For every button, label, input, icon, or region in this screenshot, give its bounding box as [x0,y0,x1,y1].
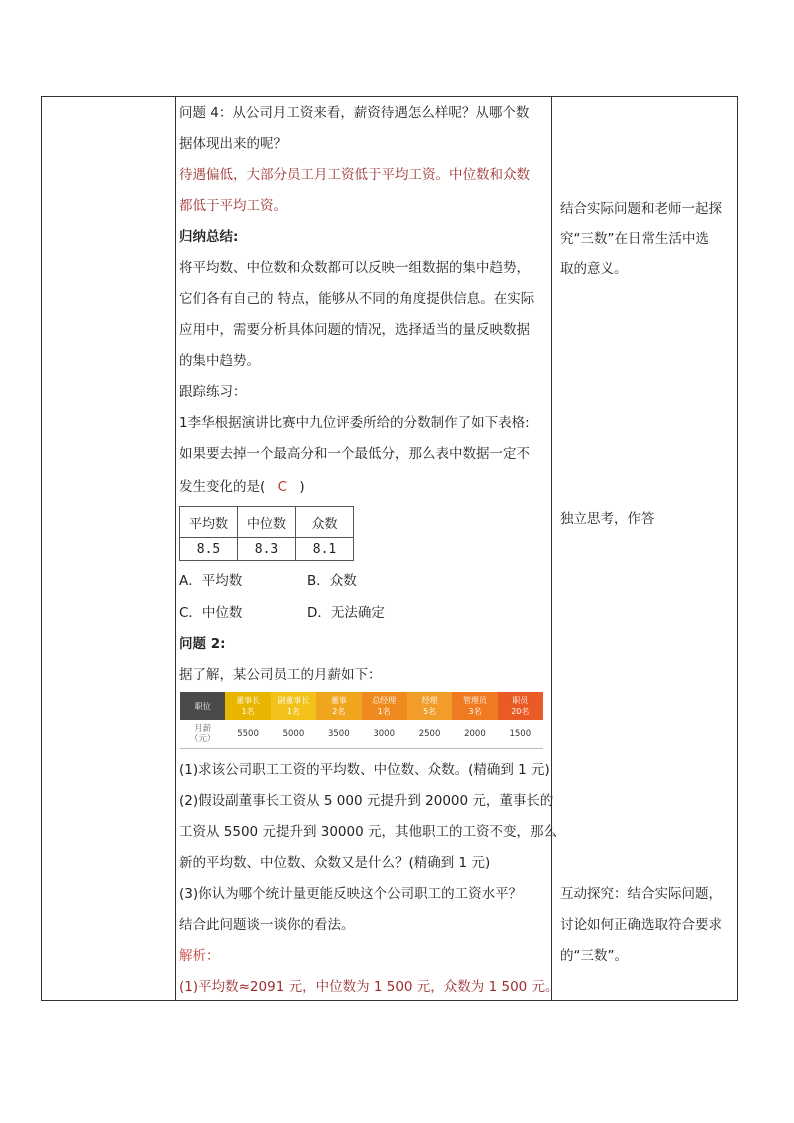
salary-value: 5500 [225,720,270,749]
question-4-line: 据体现出来的呢？ [179,136,287,152]
salary-value: 3500 [316,720,361,749]
salary-value: 1500 [498,720,543,749]
salary-role: 董事 [330,696,347,705]
salary-header-cell [225,692,270,720]
score-value: 8.5 [180,538,238,561]
question-2-intro: 据了解，某公司员工的月薪如下： [179,667,382,683]
salary-value: 2000 [452,720,497,749]
salary-role: 总经理 [372,696,397,705]
salary-header-cell [407,692,452,720]
summary-line: 的集中趋势。 [179,353,260,369]
salary-role: 职位 [194,701,211,711]
salary-count: 5名 [423,707,437,716]
exercise-line: 1李华根据演讲比赛中九位评委所给的分数制作了如下表格: [179,415,530,431]
summary-line: 它们各有自己的 特点，能够从不同的角度提供信息。在实际 [179,291,535,307]
activity-note: 互动探究：结合实际问题， [560,886,722,902]
lesson-table [41,96,738,1001]
exercise-text: 发生变化的是( [179,479,266,495]
salary-role: 管理员 [462,696,487,705]
part-2-line: 工资从 5500 元提升到 30000 元，其他职工的工资不变，那么 [179,824,557,840]
score-value: 8.3 [238,538,296,561]
activity-note: 独立思考，作答 [560,511,655,527]
salary-count: 1名 [286,707,300,716]
part-3-line: 结合此问题谈一谈你的看法。 [179,917,355,933]
option-a: A．平均数 [179,573,243,589]
exercise-line [179,477,305,497]
part-3-line: (3)你认为哪个统计量更能反映这个公司职工的工资水平？ [179,886,523,902]
salary-value: 3000 [362,720,407,749]
summary-line: 将平均数、中位数和众数都可以反映一组数据的集中趋势， [179,260,530,276]
salary-row-label-text: 月薪 [194,724,212,734]
exercise-answer: C [277,479,288,495]
salary-count: 20名 [511,707,530,716]
salary-count: 2名 [332,707,346,716]
analysis-line: (1)平均数≈2091 元，中位数为 1 500 元，众数为 1 500 元。 [179,979,559,995]
salary-row-label-unit: （元） [189,734,216,744]
question-2-title: 问题 2: [179,636,226,652]
score-header: 中位数 [238,507,296,538]
salary-role: 经理 [421,696,438,705]
salary-header-cell [452,692,497,720]
salary-row-label [180,720,225,749]
analysis-title: 解析： [179,948,220,964]
salary-header-cell [180,692,225,720]
salary-role: 副董事长 [277,696,310,705]
summary-title: 归纳总结: [179,229,239,245]
salary-header-cell [498,692,543,720]
answer-line: 都低于平均工资。 [179,198,287,214]
column-divider [175,97,176,1000]
summary-line: 应用中，需要分析具体问题的情况，选择适当的量反映数据 [179,322,530,338]
exercise-line: 如果要去掉一个最高分和一个最低分，那么表中数据一定不 [179,446,530,462]
practice-title: 跟踪练习： [179,384,247,400]
salary-header-cell [316,692,361,720]
salary-role: 职员 [512,696,529,705]
exercise-text: ) [299,479,305,495]
activity-note: 取的意义。 [560,261,628,277]
salary-value: 5000 [271,720,316,749]
activity-note: 结合实际问题和老师一起探 [560,201,722,217]
activity-note: 讨论如何正确选取符合要求 [560,917,722,933]
salary-table [180,692,543,749]
salary-value: 2500 [407,720,452,749]
activity-note: 究“三数”在日常生活中选 [560,231,709,247]
column-divider [551,97,552,1000]
salary-count: 1名 [241,707,255,716]
question-4-line: 问题 4：从公司月工资来看，薪资待遇怎么样呢？从哪个数 [179,105,530,121]
option-b: B．众数 [307,573,357,589]
option-c: C．中位数 [179,605,243,621]
part-2-line: 新的平均数、中位数、众数又是什么？(精确到 1 元) [179,855,491,871]
salary-count: 3名 [468,707,482,716]
score-table [179,506,354,561]
salary-count: 1名 [377,707,391,716]
part-2-line: (2)假设副董事长工资从 5 000 元提升到 20000 元，董事长的 [179,793,554,809]
part-1-line: (1)求该公司职工工资的平均数、中位数、众数。(精确到 1 元) [179,762,550,778]
score-value: 8.1 [296,538,354,561]
activity-note: 的“三数”。 [560,948,628,964]
salary-role: 董事长 [236,696,261,705]
option-d: D．无法确定 [307,605,385,621]
answer-line: 待遇偏低，大部分员工月工资低于平均工资。中位数和众数 [179,167,530,183]
score-header: 平均数 [180,507,238,538]
salary-header-cell [362,692,407,720]
salary-header-cell [271,692,316,720]
score-header: 众数 [296,507,354,538]
